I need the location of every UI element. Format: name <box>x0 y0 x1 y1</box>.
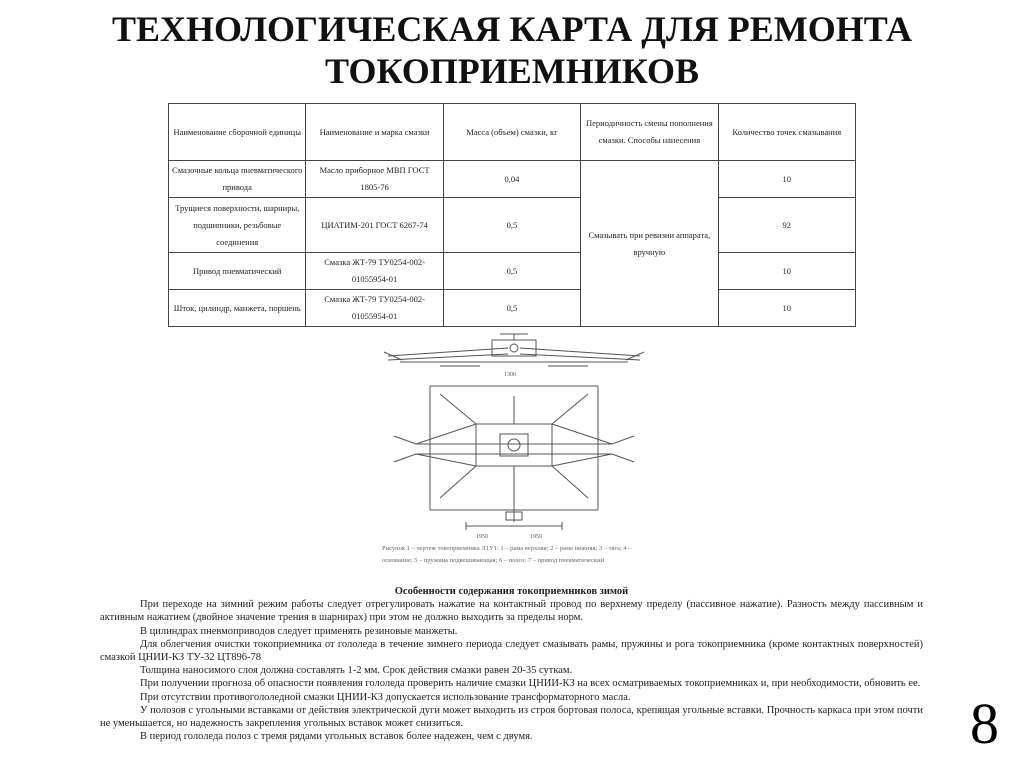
table-header-row <box>169 104 856 161</box>
table-row <box>169 253 856 290</box>
cell-points: 10 <box>718 290 855 327</box>
section-paragraph: Толщина наносимого слоя должна составлять 1-2 мм. Срок действия смазки равен 20-35 суткам. <box>140 665 573 677</box>
page-number: 8 <box>970 691 999 756</box>
cell-mass: 0,5 <box>443 198 580 253</box>
table-row <box>169 161 856 198</box>
header-unit: Наименование сборочной единицы <box>169 104 306 161</box>
dimension-label-bottom-left: 1950 <box>476 534 488 540</box>
cell-unit: Трущиеся поверхности, шарниры, подшипники, резьбовые соединения <box>169 198 306 253</box>
cell-unit: Шток, цилиндр, манжета, поршень <box>169 290 306 327</box>
section-paragraph: У полозов с угольными вставками от действия электрической дуги может выходить из строя бортовая полоса, крепящая угольные вставки. Прочность каркаса при этом почти не уменьшается, но надежность закрепления угольных вставок может снизиться. <box>100 704 923 730</box>
header-mass: Масса (объем) смазки, кг <box>443 104 580 161</box>
dimension-label-bottom-right: 1950 <box>530 534 542 540</box>
cell-unit: Смазочные кольца пневматического привода <box>169 161 306 198</box>
section-paragraph: Для облегчения очистки токоприемника от гололеда в течение зимнего периода следует смазывать рамы, пружины и рога токоприемника (кроме контактных поверхностей) смазкой ЦНИИ-КЗ ТУ-32 ЦТ896-78 <box>100 638 923 664</box>
dimension-label-top: 1300 <box>504 372 516 378</box>
cell-mass: 0,04 <box>443 161 580 198</box>
section-paragraph: В цилиндрах пневмоприводов следует применять резиновые манжеты. <box>140 625 458 637</box>
cell-method: Смазывать при ревизии аппарата, вручную <box>581 161 718 327</box>
lubrication-table-container <box>168 103 856 327</box>
cell-points: 92 <box>718 198 855 253</box>
cell-unit: Привод пневматический <box>169 253 306 290</box>
pantograph-schematic <box>380 326 648 542</box>
cell-mass: 0,5 <box>443 290 580 327</box>
section-paragraph: В период гололеда полоз с тремя рядами угольных вставок более надежен, чем с двумя. <box>140 731 533 743</box>
section-title: Особенности содержания токоприемников зимой <box>394 586 629 597</box>
winter-maintenance-section <box>100 585 923 743</box>
table-row <box>169 290 856 327</box>
section-paragraph: При отсутствии противогололедной смазки ЦНИИ-КЗ допускается использование трансформаторного масла. <box>140 691 631 703</box>
lubrication-table <box>168 103 856 327</box>
cell-lubricant: Масло приборное МВП ГОСТ 1805-76 <box>306 161 443 198</box>
cell-lubricant: ЦИАТИМ-201 ГОСТ 6267-74 <box>306 198 443 253</box>
cell-lubricant: Смазка ЖТ-79 ТУ0254-002-01055954-01 <box>306 290 443 327</box>
cell-points: 10 <box>718 161 855 198</box>
header-method: Периодичность смены пополнения смазки. Способы нанесения <box>581 104 718 161</box>
cell-lubricant: Смазка ЖТ-79 ТУ0254-002-01055954-01 <box>306 253 443 290</box>
section-paragraph: При получении прогноза об опасности появления гололеда проверить наличие смазки ЦНИИ-КЗ на всех осматриваемых токоприемниках и, при необходимости, обновить ее. <box>140 678 921 690</box>
cell-points: 10 <box>718 253 855 290</box>
page-title: ТЕХНОЛОГИЧЕСКАЯ КАРТА ДЛЯ РЕМОНТА ТОКОПРИЕМНИКОВ <box>111 9 913 91</box>
table-row <box>169 198 856 253</box>
pantograph-drawing <box>380 326 648 572</box>
header-points: Количество точек смазывания <box>718 104 855 161</box>
header-lubricant: Наименование и марка смазки <box>306 104 443 161</box>
section-paragraph: При переходе на зимний режим работы следует отрегулировать нажатие на контактный провод по верхнему пределу (пассивное нажатие). Разность между пассивным и активным нажатием (двойное значение трения в шарнирах) при этом не должно выходить за пределы норм. <box>100 599 923 624</box>
cell-mass: 0,5 <box>443 253 580 290</box>
figure-caption: Рисунок 1 – чертеж токоприемника Л1У1: 1 – рама верхняя; 2 – рама нижняя; 3 – тяга; 4 – основание; 5 – пружина подвешивающая; 6 – полоз; 7 – привод пневматический <box>382 545 632 564</box>
